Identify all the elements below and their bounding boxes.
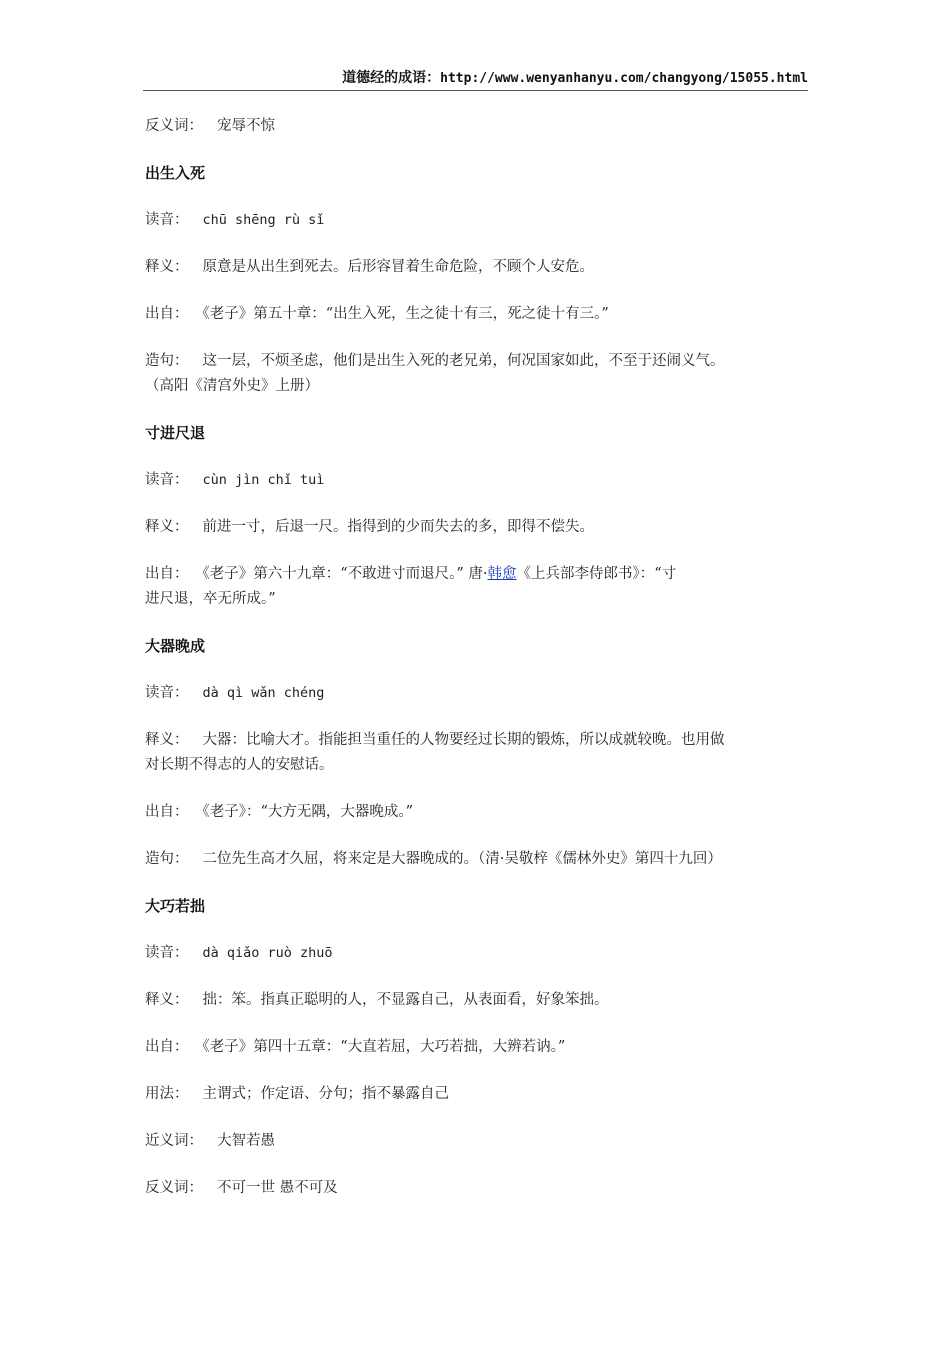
antonym-label: 反义词：: [145, 1180, 203, 1196]
document-body: [145, 114, 811, 1201]
usage-row: [145, 1082, 811, 1107]
example-label: 造句：: [145, 851, 189, 867]
meaning-label: 释义：: [145, 519, 189, 535]
reading-row: [145, 941, 811, 966]
prev-antonym-row: [145, 114, 811, 139]
usage-label: 用法：: [145, 1086, 189, 1102]
reading-label: 读音：: [145, 472, 189, 488]
meaning-value: 拙：笨。指真正聪明的人，不显露自己，从表面看，好象笨拙。: [202, 992, 609, 1008]
source-value-b: 《上兵部李侍郎书》：“寸: [516, 566, 677, 582]
meaning-row: [145, 515, 811, 540]
meaning-row: [145, 255, 811, 280]
example-value: 这一层，不烦圣虑，他们是出生入死的老兄弟，何况国家如此，不至于还闹义气。: [202, 353, 725, 369]
source-row: [145, 1035, 811, 1060]
synonym-value: 大智若愚: [217, 1133, 275, 1149]
antonym-row: [145, 1176, 811, 1201]
reading-row: [145, 468, 811, 493]
source-row: [145, 562, 811, 587]
meaning-row: [145, 988, 811, 1013]
reading-value: dà qì wǎn chéng: [202, 685, 325, 701]
synonym-label: 近义词：: [145, 1133, 203, 1149]
page-header: [143, 66, 808, 91]
antonym-value: 不可一世 愚不可及: [217, 1180, 338, 1196]
source-value: 《老子》第五十章：“出生入死，生之徒十有三，死之徒十有三。”: [202, 306, 609, 322]
reading-row: [145, 208, 811, 233]
idiom-title: 寸进尺退: [145, 424, 206, 442]
meaning-value: 前进一寸，后退一尺。指得到的少而失去的多，即得不偿失。: [202, 519, 594, 535]
source-row: [145, 800, 811, 825]
reading-label: 读音：: [145, 685, 189, 701]
usage-value: 主谓式；作定语、分句；指不暴露自己: [202, 1086, 449, 1102]
source-value: 《老子》第四十五章：“大直若屈，大巧若拙，大辨若讷。”: [202, 1039, 566, 1055]
reading-label: 读音：: [145, 945, 189, 961]
meaning-value: 原意是从出生到死去。后形容冒着生命危险，不顾个人安危。: [202, 259, 594, 275]
author-link-han-yu[interactable]: 韩愈: [487, 566, 517, 582]
header-url: http://www.wenyanhanyu.com/changyong/15055.html: [440, 71, 808, 86]
meaning-value: 大器：比喻大才。指能担当重任的人物要经过长期的锻炼，所以成就较晚。也用做: [202, 732, 725, 748]
source-continued: 进尺退，卒无所成。”: [145, 591, 276, 607]
antonym-value: 宠辱不惊: [217, 118, 275, 134]
meaning-label: 释义：: [145, 732, 189, 748]
reading-row: [145, 681, 811, 706]
reading-value: dà qiǎo ruò zhuō: [202, 945, 333, 961]
example-label: 造句：: [145, 353, 189, 369]
meaning-label: 释义：: [145, 259, 189, 275]
meaning-row: [145, 728, 811, 753]
idiom-title: 大巧若拙: [145, 897, 206, 915]
reading-label: 读音：: [145, 212, 189, 228]
source-label: 出自：: [145, 804, 189, 820]
idiom-title: 大器晚成: [145, 637, 206, 655]
synonym-row: [145, 1129, 811, 1154]
example-continued: （高阳《清宫外史》上册）: [145, 378, 319, 394]
example-row: [145, 847, 811, 872]
reading-value: chū shēng rù sǐ: [202, 212, 325, 228]
source-label: 出自：: [145, 306, 189, 322]
reading-value: cùn jìn chǐ tuì: [202, 472, 325, 488]
source-value-a: 《老子》第六十九章：“不敢进寸而退尺。” 唐·: [202, 566, 488, 582]
antonym-label: 反义词：: [145, 118, 203, 134]
source-value: 《老子》：“大方无隅，大器晚成。”: [202, 804, 414, 820]
header-title: 道德经的成语：: [342, 70, 441, 86]
source-label: 出自：: [145, 1039, 189, 1055]
meaning-label: 释义：: [145, 992, 189, 1008]
source-label: 出自：: [145, 566, 189, 582]
meaning-continued: 对长期不得志的人的安慰话。: [145, 757, 334, 773]
example-row: [145, 349, 811, 374]
idiom-title: 出生入死: [145, 164, 206, 182]
source-row: [145, 302, 811, 327]
example-value: 二位先生高才久屈，将来定是大器晚成的。（清·吴敬梓《儒林外史》第四十九回）: [202, 851, 722, 867]
